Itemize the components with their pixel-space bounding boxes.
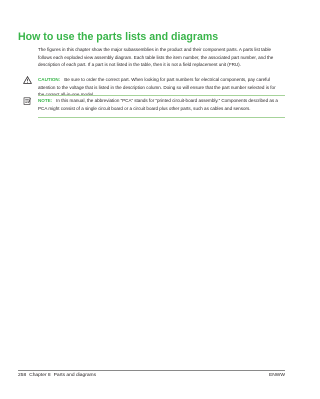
note-body bbox=[38, 97, 283, 112]
caution-triangle-icon bbox=[23, 76, 32, 84]
chapter-label: Chapter 8 bbox=[29, 373, 51, 378]
note-text: In this manual, the abbreviation “PCA” stands for “printed circuit-board assembly.” Components described as a PCA might consist of a single circuit board or a circuit board plus other parts, such as cables and sensors. bbox=[38, 98, 278, 111]
note-label: NOTE: bbox=[38, 98, 53, 103]
footer-left bbox=[18, 373, 99, 378]
caution-text: Be sure to order the correct part. When looking for part numbers for electrical components, pay careful attention to the voltage that is listed in the description column. Doing so will ensure that the part number selected is for the correct all-in-one model. bbox=[38, 77, 276, 98]
caution-label: CAUTION: bbox=[38, 77, 61, 82]
section-label: Parts and diagrams bbox=[53, 373, 97, 378]
page-title: How to use the parts lists and diagrams bbox=[18, 31, 219, 43]
footer-brand: ENWW bbox=[268, 373, 285, 378]
note-pad-icon bbox=[23, 97, 32, 105]
caution-divider bbox=[38, 95, 285, 96]
page-number: 258 bbox=[18, 373, 27, 378]
note-divider bbox=[38, 117, 285, 118]
intro-paragraph: The figures in this chapter show the major subassemblies in the product and their component parts. A parts list table follows each exploded view assembly diagram. Each table lists the item number, the associated part number, and the description of each part. If a part is not listed in the table, then it is not a field replacement unit (FRU). bbox=[38, 47, 274, 68]
footer-divider bbox=[18, 370, 285, 371]
